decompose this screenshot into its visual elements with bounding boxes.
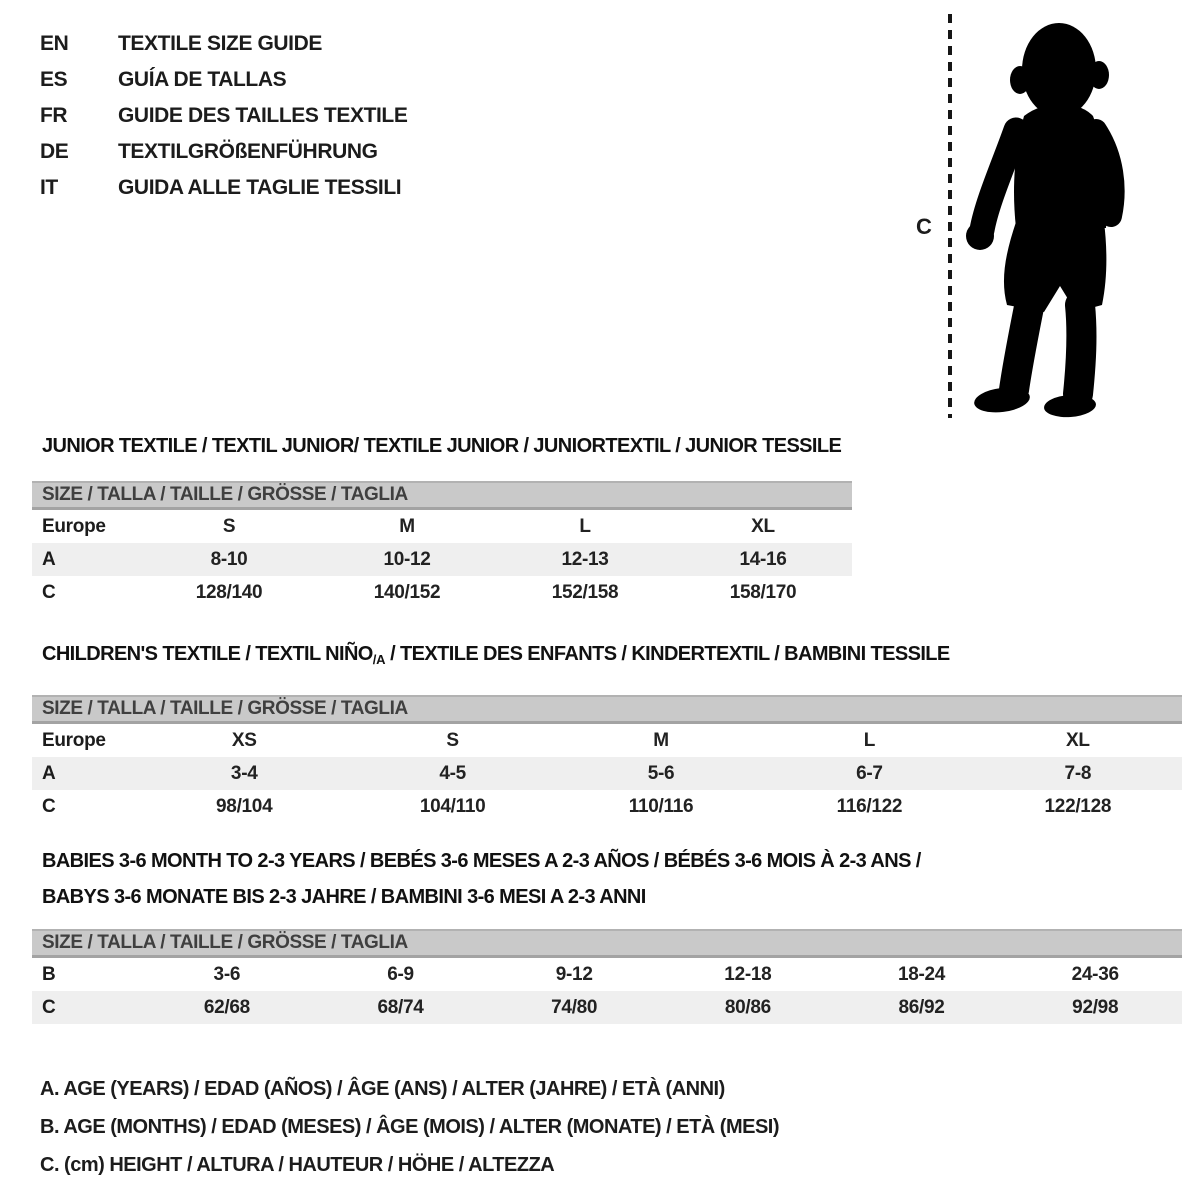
row-label: C bbox=[42, 582, 56, 603]
height-cell: 116/122 bbox=[836, 796, 903, 817]
size-cell: XL bbox=[1065, 730, 1090, 751]
size-header-bar: SIZE / TALLA / TAILLE / GRÖSSE / TAGLIA bbox=[32, 695, 1182, 724]
height-cell: 140/152 bbox=[373, 582, 441, 603]
size-cell: S bbox=[446, 730, 459, 751]
height-cell: 74/80 bbox=[551, 997, 598, 1018]
size-cell: XL bbox=[751, 516, 775, 537]
language-code: FR bbox=[40, 104, 68, 127]
language-row bbox=[40, 98, 407, 134]
measurement-legend bbox=[40, 1070, 779, 1184]
table-row bbox=[32, 958, 1182, 991]
section-babies-textile bbox=[32, 843, 1182, 1024]
age-cell: 12-18 bbox=[724, 964, 772, 985]
age-cell: 3-6 bbox=[213, 964, 241, 985]
table-row bbox=[32, 991, 1182, 1024]
size-header-bar: SIZE / TALLA / TAILLE / GRÖSSE / TAGLIA bbox=[32, 481, 852, 510]
row-label: B bbox=[42, 964, 56, 985]
language-code: DE bbox=[40, 140, 69, 163]
age-cell: 12-13 bbox=[561, 549, 609, 570]
size-cell: L bbox=[579, 516, 591, 537]
language-code: EN bbox=[40, 32, 69, 55]
table-row bbox=[32, 790, 1182, 823]
age-cell: 10-12 bbox=[383, 549, 431, 570]
language-code: ES bbox=[40, 68, 68, 91]
row-label: Europe bbox=[42, 516, 106, 537]
age-cell: 24-36 bbox=[1071, 964, 1119, 985]
table-row bbox=[32, 576, 852, 609]
heading-subscript: /A bbox=[372, 652, 386, 667]
height-cell: 80/86 bbox=[724, 997, 771, 1018]
heading-text: CHILDREN'S TEXTILE / TEXTIL NIÑO bbox=[42, 643, 373, 665]
row-label: A bbox=[42, 763, 56, 784]
age-cell: 3-4 bbox=[230, 763, 258, 784]
age-cell: 7-8 bbox=[1064, 763, 1092, 784]
height-cell: 62/68 bbox=[203, 997, 250, 1018]
table-row bbox=[32, 757, 1182, 790]
height-measure-dashed-line bbox=[948, 14, 952, 418]
guide-title: TEXTILE SIZE GUIDE bbox=[118, 32, 322, 55]
guide-title: GUIDE DES TAILLES TEXTILE bbox=[118, 104, 408, 127]
guide-title: TEXTILGRÖßENFÜHRUNG bbox=[118, 140, 378, 163]
language-row bbox=[40, 62, 407, 98]
language-row bbox=[40, 134, 407, 170]
guide-title: GUÍA DE TALLAS bbox=[118, 68, 287, 91]
height-cell: 110/116 bbox=[628, 796, 694, 817]
size-cell: M bbox=[653, 730, 669, 751]
section-heading bbox=[32, 642, 1182, 672]
legend-line-a: A. AGE (YEARS) / EDAD (AÑOS) / ÂGE (ANS) / ALTER (JAHRE) / ETÀ (ANNI) bbox=[40, 1078, 725, 1100]
guide-title: GUIDA ALLE TAGLIE TESSILI bbox=[118, 176, 402, 199]
section-heading bbox=[32, 843, 1182, 915]
heading-text: / TEXTILE DES ENFANTS / KINDERTEXTIL / BAMBINI TESSILE bbox=[385, 643, 950, 665]
language-row bbox=[40, 170, 407, 206]
height-cell: 122/128 bbox=[1044, 796, 1112, 817]
height-measure-label: C bbox=[916, 214, 932, 239]
row-label: C bbox=[42, 796, 56, 817]
age-cell: 18-24 bbox=[897, 964, 946, 985]
heading-line-1: BABIES 3-6 MONTH TO 2-3 YEARS / BEBÉS 3-6 MESES A 2-3 AÑOS / BÉBÉS 3-6 MOIS À 2-3 ANS / bbox=[42, 850, 921, 872]
section-childrens-textile bbox=[32, 642, 1182, 823]
row-label: Europe bbox=[42, 730, 106, 751]
height-cell: 152/158 bbox=[551, 582, 619, 603]
table-row bbox=[32, 510, 852, 543]
height-cell: 158/170 bbox=[729, 582, 797, 603]
heading-line-2: BABYS 3-6 MONATE BIS 2-3 JAHRE / BAMBINI 3-6 MESI A 2-3 ANNI bbox=[42, 886, 646, 908]
height-cell: 128/140 bbox=[195, 582, 263, 603]
table-row bbox=[32, 724, 1182, 757]
age-cell: 6-9 bbox=[387, 964, 414, 985]
legend-line-c: C. (cm) HEIGHT / ALTURA / HAUTEUR / HÖHE / ALTEZZA bbox=[40, 1154, 555, 1176]
age-cell: 6-7 bbox=[856, 763, 883, 784]
section-junior-textile bbox=[32, 434, 852, 609]
age-cell: 4-5 bbox=[439, 763, 466, 784]
height-cell: 98/104 bbox=[216, 796, 273, 817]
language-code: IT bbox=[40, 176, 58, 199]
legend-line-b: B. AGE (MONTHS) / EDAD (MESES) / ÂGE (MOIS) / ALTER (MONATE) / ETÀ (MESI) bbox=[40, 1116, 780, 1138]
section-heading: JUNIOR TEXTILE / TEXTIL JUNIOR/ TEXTILE JUNIOR / JUNIORTEXTIL / JUNIOR TESSILE bbox=[42, 435, 842, 457]
height-measure-figure bbox=[900, 10, 1180, 424]
size-cell: M bbox=[399, 516, 415, 537]
language-title-list bbox=[40, 26, 407, 206]
age-cell: 9-12 bbox=[555, 964, 593, 985]
size-cell: L bbox=[863, 730, 876, 751]
size-cell: S bbox=[222, 516, 236, 537]
age-cell: 8-10 bbox=[210, 549, 248, 570]
age-cell: 5-6 bbox=[647, 763, 675, 784]
size-cell: XS bbox=[231, 730, 257, 751]
table-row bbox=[32, 543, 852, 576]
height-cell: 86/92 bbox=[898, 997, 945, 1018]
row-label: C bbox=[42, 997, 56, 1018]
height-cell: 92/98 bbox=[1072, 997, 1119, 1018]
age-cell: 14-16 bbox=[739, 549, 787, 570]
size-header-bar: SIZE / TALLA / TAILLE / GRÖSSE / TAGLIA bbox=[32, 929, 1182, 958]
row-label: A bbox=[42, 549, 56, 570]
height-cell: 68/74 bbox=[377, 997, 424, 1018]
toddler-silhouette-icon bbox=[964, 16, 1144, 420]
language-row bbox=[40, 26, 407, 62]
height-cell: 104/110 bbox=[419, 796, 486, 817]
